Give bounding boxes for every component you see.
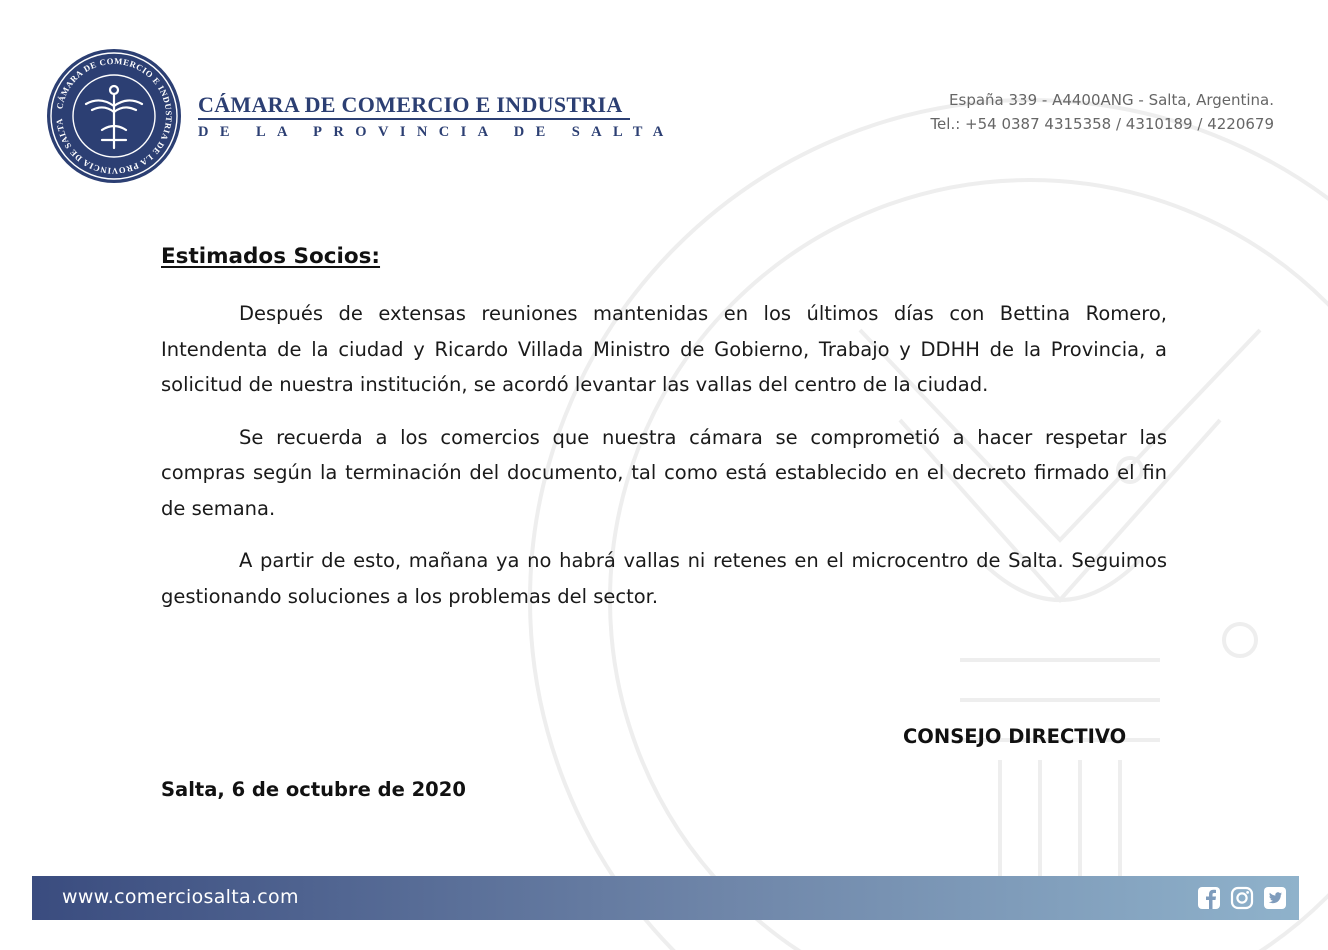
address-text: España 339 - A4400ANG - Salta, Argentina. (949, 91, 1274, 109)
svg-text:CÁMARA DE COMERCIO E INDUSTRIA: CÁMARA DE COMERCIO E INDUSTRIA DE LA PROVINCIA DE SALTA (53, 55, 175, 177)
instagram-icon[interactable] (1230, 886, 1254, 910)
phone-text: Tel.: +54 0387 4315358 / 4310189 / 4220679 (930, 115, 1274, 133)
signature-line: CONSEJO DIRECTIVO (903, 725, 1127, 748)
contact-block (930, 88, 1274, 136)
social-links (1197, 886, 1287, 910)
organization-subtitle: DE LA PROVINCIA DE SALTA (198, 124, 675, 140)
title-divider (198, 118, 630, 120)
website-link[interactable]: www.comerciosalta.com (62, 886, 299, 908)
letter-paragraph: Después de extensas reuniones mantenidas en los últimos días con Bettina Romero, Intendenta de la ciudad y Ricardo Villada Ministro de Gobierno, Trabajo y DDHH de la Provincia, a solicitud de nuestra institución, se acordó levantar las vallas del centro de la ciudad. (161, 302, 1167, 396)
footer-band (32, 876, 1299, 920)
letter-paragraph: Se recuerda a los comercios que nuestra cámara se comprometió a hacer respetar las compras según la terminación del documento, tal como está establecido en el decreto firmado el fin de semana. (161, 425, 1167, 520)
facebook-icon[interactable] (1197, 886, 1221, 910)
organization-name: CÁMARA DE COMERCIO E INDUSTRIA (198, 92, 623, 117)
chamber-seal-logo (44, 46, 184, 186)
letter-paragraph: A partir de esto, mañana ya no habrá vallas ni retenes en el microcentro de Salta. Seguimos gestionando soluciones a los problemas del sector. (161, 549, 1167, 608)
letter-greeting: Estimados Socios: (161, 244, 381, 269)
twitter-icon[interactable] (1263, 886, 1287, 910)
letter-body (161, 296, 1167, 631)
letter-date: Salta, 6 de octubre de 2020 (161, 778, 466, 801)
